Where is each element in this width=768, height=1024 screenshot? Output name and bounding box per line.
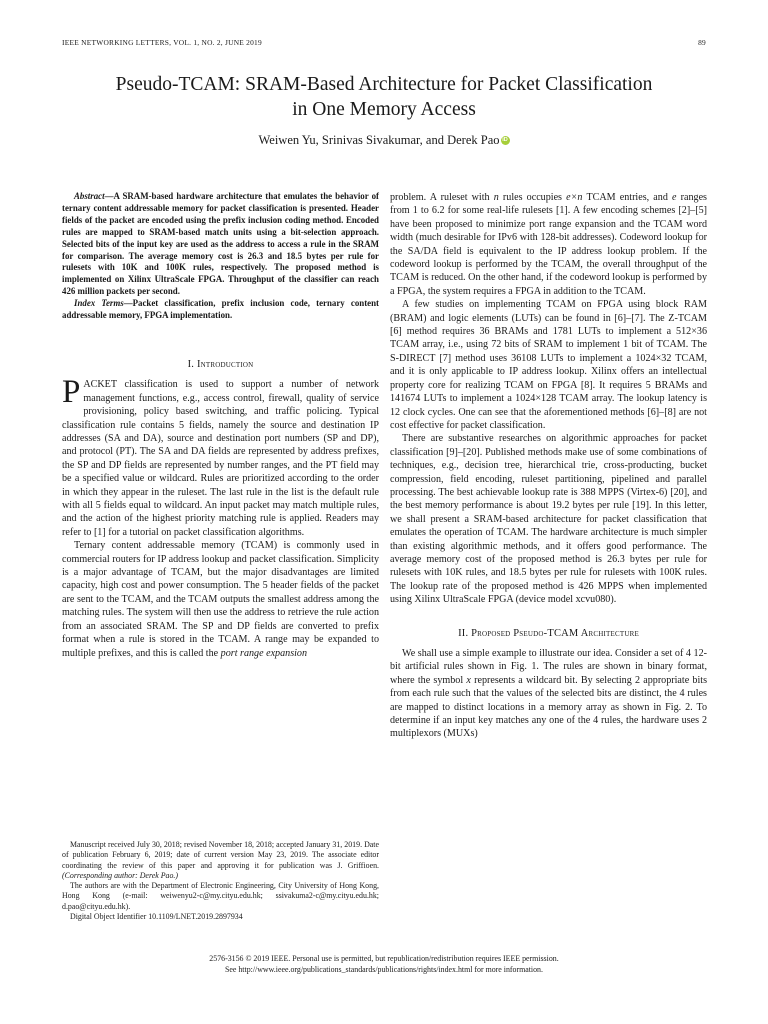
intro-paragraph-2-italic: port range expansion <box>220 647 308 659</box>
journal-header: IEEE NETWORKING LETTERS, VOL. 1, NO. 2, JUNE 2019 <box>62 38 262 47</box>
index-terms-label: Index Terms <box>74 298 124 309</box>
footnote-received-text: Manuscript received July 30, 2018; revised November 18, 2018; accepted January 31, 2019. Date of publication February 6, 2019; date of current version May 23, 2019. The associate editor coordinating the review of this paper and approving it for publication was J. Griffioen. <box>62 840 379 870</box>
rp1-part-c: TCAM entries, and <box>586 192 668 203</box>
rp4-part-b: represents a wildcard bit. By selecting 2 appropriate bits from each rule such that the values of the selected bits are distinct, the 4 rules are mapped to distinct locations in a memory array as shown in Fig. 2. To determine if an input key matches any one of the 4 rules, the hardware uses 2 multiplexors (MUXs) <box>390 674 708 740</box>
copyright-footer <box>62 954 706 975</box>
rp1-var-n: n <box>493 192 499 203</box>
paper-title <box>62 72 706 122</box>
section-heading-introduction: I. Introduction <box>187 358 254 370</box>
intro-paragraph-2 <box>62 539 379 660</box>
intro-paragraph-2-text: Ternary content addressable memory (TCAM) is commonly used in commercial routers for IP address lookup and packet classification. Simplicity is a major advantage of TCAM, but the major disadvantages are limited capacity, high cost and power consumption. The 5 header fields of the packet are sent to the TCAM, and the TCAM outputs the smallest address among the matching rules. The system will then use the address to retrieve the rule action from an associated SRAM. The SP and DP fields are converted to prefix format when a rule is stored in the TCAM. A range may be expanded to multiple prefixes, and this is called the <box>62 540 379 659</box>
index-terms <box>62 298 379 322</box>
intro-paragraph-1-text: ACKET classification is used to support a number of network management functions, e.g., access control, firewall, quality of service provisioning, policy based switching, and traffic policing. Typical classification rule contains 5 fields, namely the source and destination IP addresses (SA and DA), source and destination port numbers (SP and DP), and protocol (PT). The SA and DA fields are represented by address prefixes, the SP and DP fields are represented by number ranges, and the PT field may be a specified value or wildcard. Rules are prioritized according to the order in which they appear in the ruleset. The last rule in the list is the default rule with all 5 fields equal to wildcard. An input packet may match multiple rules, and the action of the highest priority matching rule is applied. Readers may refer to [1] for a tutorial on packet classification algorithms. <box>62 379 379 538</box>
rp1-var-exn: e×n <box>566 192 583 203</box>
title-line-1: Pseudo-TCAM: SRAM-Based Architecture for Packet Classification <box>115 74 653 95</box>
author-names: Weiwen Yu, Srinivas Sivakumar, and Derek Pao <box>258 133 500 147</box>
left-column <box>62 191 379 660</box>
running-head <box>62 38 706 50</box>
rp4-part-a: We shall use a simple example to illustrate our idea. Consider a set of 4 12-bit artificial rules shown in Fig. 1. The rules are shown in binary format, where the symbol <box>390 648 707 686</box>
copyright-line: 2576-3156 © 2019 IEEE. Personal use is permitted, but republication/redistribution requires IEEE permission. <box>209 954 559 963</box>
section-heading-architecture: II. Proposed Pseudo-TCAM Architecture <box>458 627 639 639</box>
footnote-doi: Digital Object Identifier 10.1109/LNET.2019.2897934 <box>70 912 243 922</box>
rp1-part-a: problem. A ruleset with <box>390 192 490 203</box>
right-paragraph-3: There are substantive researches on algorithmic approaches for packet classification [9]–[20]. Published methods make use of some combinations of techniques, e.g., decision tree, hierarchical trie, cross-producting, bucket compression, field encoding, ruleset partitioning, pipelined and parallel processing. The best achievable lookup rate is 388 MPPS (Virtex-6) [20], and the best memory performance is about 19.2 bytes per rule [19]. In this letter, we shall present a SRAM-based architecture for packet classification that emulates the operation of TCAM. The hardware architecture is much simpler than existing algorithmic methods, and it offers good performance. The average memory cost of the proposed method is 26.3 bytes per rule for rulesets with 10K rules, and 18.5 bytes per rule for rulesets with 100K rules. The lookup rate of the proposed method is 426 MPPS when implemented using Xilinx UltraScale FPGA (device model xcvu080). <box>390 433 707 606</box>
index-terms-text: —Packet classification, prefix inclusion code, ternary content addressable memory, FPGA implementation. <box>62 298 379 321</box>
page-number: 89 <box>698 38 706 47</box>
right-paragraph-1 <box>390 191 707 298</box>
footnotes <box>62 840 379 922</box>
drop-cap: P <box>62 374 81 411</box>
rights-link-line[interactable]: See http://www.ieee.org/publications_standards/publications/rights/index.html for more information. <box>225 964 543 974</box>
abstract <box>62 191 379 298</box>
right-paragraph-2: A few studies on implementing TCAM on FPGA using block RAM (BRAM) and logic elements (LUTs) can be found in [6]–[7]. The Z-TCAM [6] method requires 36 BRAMs and 1781 LUTs to implement a 512×36 TCAM array, i.e., using 72 bits of SRAM to implement 1 bit of TCAM. The S-DIRECT [7] method uses 36108 LUTs to implement a 1024×32 TCAM, and it is only applicable to IP address lookup. Xilinx offers an intellectual property core for realizing TCAM on FPGA [8]. It requires 5 BRAMs and 141674 LUTs to implement a 1024×128 TCAM array. The lookup latency is 12 clock cycles. One can see that the aforementioned methods [6]–[8] are not cost effective for packet classification. <box>390 299 707 431</box>
footnote-received <box>62 840 379 881</box>
orcid-icon[interactable]: iD <box>502 137 508 143</box>
right-column <box>390 191 707 741</box>
title-line-2: in One Memory Access <box>292 99 476 120</box>
right-paragraph-4 <box>390 647 707 741</box>
author-list <box>62 132 706 148</box>
footnote-corresponding: (Corresponding author: Derek Pao.) <box>62 870 179 880</box>
intro-paragraph-1 <box>62 374 379 539</box>
footnote-affiliation: The authors are with the Department of Electronic Engineering, City University of Hong Kong, Hong Kong (e-mail: weiwenyu2-c@my.cityu.edu.hk; ssivakuma2-c@my.cityu.edu.hk; d.pao@cityu.edu.hk). <box>62 881 379 911</box>
rp1-var-e: e <box>672 192 677 203</box>
abstract-label: Abstract <box>74 191 105 201</box>
abstract-text: —A SRAM-based hardware architecture that emulates the behavior of ternary content addressable memory for packet classification is presented. Header fields of the packet are encoded using the prefix inclusion coding method. Encoded rules are mapped to SRAM-based match units using a bit-selection approach. Selected bits of the input key are used as the address to access a rule in the SRAM for comparison. The average memory cost is 26.3 and 18.5 bytes per rule for rulesets with 10K and 100K rules, respectively. The proposed method is implemented on Xilinx UltraScale FPGA. Throughput of the classifier can reach 426 million packets per second. <box>62 191 379 297</box>
rp1-part-b: rules occupies <box>502 192 562 203</box>
rp1-part-d: ranges from 1 to 6.2 for some real-life rulesets [1]. A few encoding schemes [2]–[5] have been proposed to minimize port range expansion and the TCAM word width (much desirable for IPv6 with 128-bit addresses). Codeword lookup for the SA/DA field is equivalent to the IP address lookup problem. If the codeword lookup is performed by the TCAM, the overall throughput of the TCAM is reduced. On the other hand, if the codeword lookup is performed by a FPGA, the system requires a FPGA in addition to the TCAM. <box>390 192 707 297</box>
rp4-var-x: x <box>466 674 471 686</box>
